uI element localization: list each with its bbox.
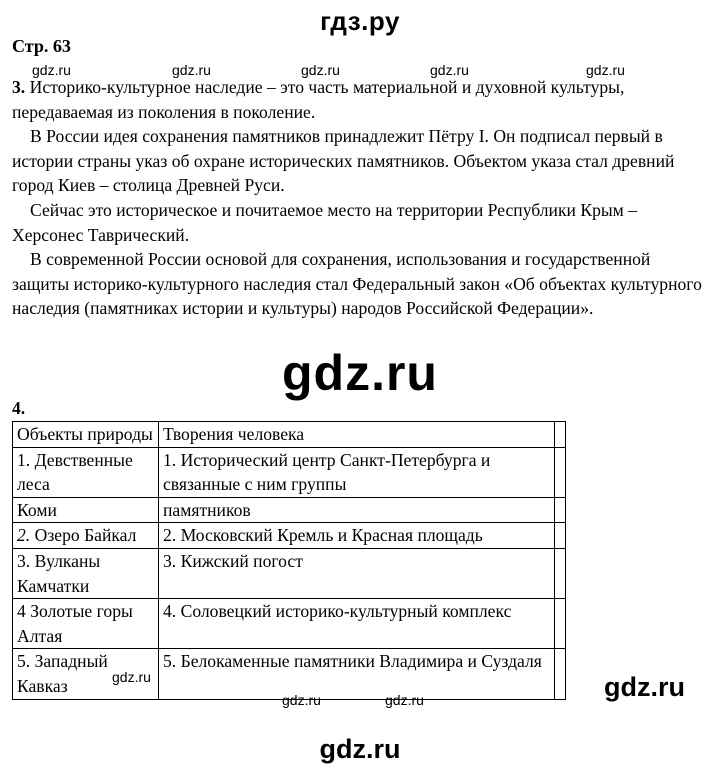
table-cell: 5. Западный Кавказ (13, 649, 159, 699)
task-3-paragraph-1 (12, 75, 706, 124)
table-spacer-cell (555, 548, 566, 598)
table-cell: памятников (159, 497, 555, 523)
watermark-bottom: gdz.ru (319, 734, 401, 764)
site-title: гдз.ру (320, 6, 400, 36)
table-cell: Коми (13, 497, 159, 523)
watermark: gdz.ru (32, 62, 71, 78)
watermark: gdz.ru (586, 62, 625, 78)
table-cell: 1. Исторический центр Санкт-Петербурга и связанные с ним группы (159, 447, 555, 497)
task-3-paragraph-2: В России идея сохранения памятников принадлежит Пётру I. Он подписал первый в истории страны указ об охране исторических памятников. Объектом указа стал древний город Киев – столица Древней Руси. (12, 126, 675, 196)
table-cell (13, 523, 159, 549)
table-row (13, 497, 566, 523)
task-3-paragraph-4: В современной России основой для сохранения, использования и государственной защиты историко-культурного наследия стал Федеральный закон «Об объектах культурного наследия (памятниках истории и культуры) народов Российской Федерации». (12, 249, 702, 319)
watermark: gdz.ru (301, 62, 340, 78)
table-row (13, 548, 566, 598)
task-3-paragraph-1-text: Историко-культурное наследие – это часть материальной и духовной культуры, передаваемая из поколения в поколение. (12, 77, 625, 122)
watermark: gdz.ru (385, 692, 424, 708)
table-row (13, 599, 566, 649)
header-nature: Объекты природы (13, 422, 159, 448)
table-spacer-cell (555, 599, 566, 649)
watermark: gdz.ru (430, 62, 469, 78)
table-cell: 3. Вулканы Камчатки (13, 548, 159, 598)
watermark: gdz.ru (282, 692, 321, 708)
table-cell: 4 Золотые горы Алтая (13, 599, 159, 649)
table-spacer-cell (555, 422, 566, 448)
table-cell: 1. Девственные леса (13, 447, 159, 497)
table-cell: 2. Московский Кремль и Красная площадь (159, 523, 555, 549)
objects-table (12, 421, 566, 700)
table-spacer-cell (555, 523, 566, 549)
watermark: gdz.ru (112, 669, 151, 685)
table-header-row (13, 422, 566, 448)
watermark-right: gdz.ru (604, 672, 685, 702)
task-3-number: 3. (12, 77, 26, 97)
table-row (13, 523, 566, 549)
table-spacer-cell (555, 497, 566, 523)
watermark-large: gdz.ru (282, 345, 438, 401)
task-3-paragraph-3: Сейчас это историческое и почитаемое место на территории Республики Крым – Херсонес Таврический. (12, 199, 638, 245)
table-cell: 5. Белокаменные памятники Владимира и Суздаля (159, 649, 555, 699)
table-cell: 4. Соловецкий историко-культурный комплекс (159, 599, 555, 649)
watermark: gdz.ru (172, 62, 211, 78)
task-3-text (12, 75, 706, 321)
table-spacer-cell (555, 447, 566, 497)
header-human: Творения человека (159, 422, 555, 448)
table-row (13, 447, 566, 497)
row-2-text: Озеро Байкал (34, 525, 137, 546)
row-2-number: 2. (17, 525, 31, 546)
task-4-number: 4. (12, 398, 26, 418)
table-spacer-cell (555, 649, 566, 699)
page-number: Стр. 63 (12, 36, 71, 56)
table-cell: 3. Кижский погост (159, 548, 555, 598)
